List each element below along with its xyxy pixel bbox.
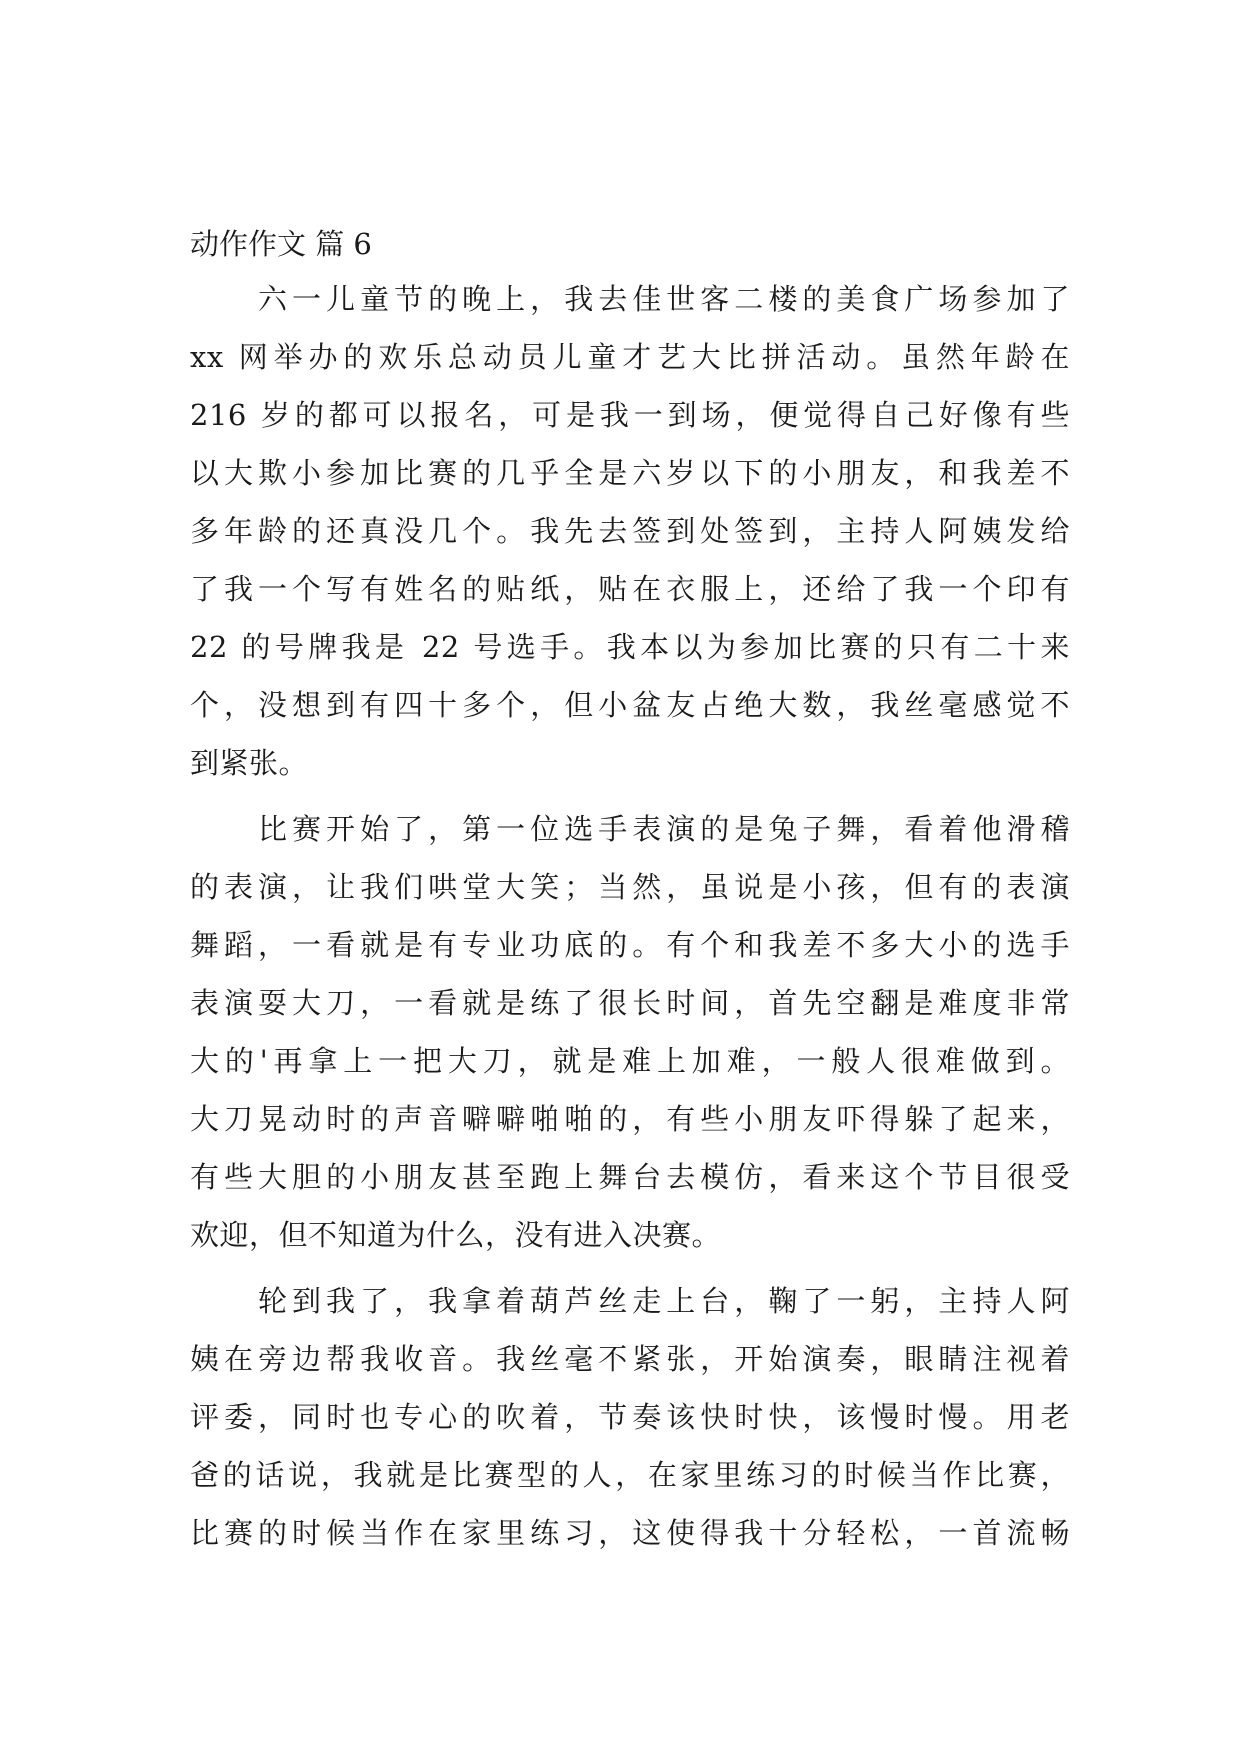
text-line: 爸的话说，我就是比赛型的人，在家里练习的时候当作比赛， bbox=[190, 1458, 1070, 1492]
text-line: 到紧张。 bbox=[190, 746, 309, 780]
paragraph-1 bbox=[190, 270, 1070, 792]
text-line: 的表演，让我们哄堂大笑；当然，虽说是小孩，但有的表演 bbox=[190, 870, 1070, 904]
text-line: 有些大胆的小朋友甚至跑上舞台去模仿，看来这个节目很受 bbox=[190, 1160, 1070, 1194]
text-line: 216 岁的都可以报名，可是我一到场，便觉得自己好像有些 bbox=[190, 398, 1070, 432]
text-line: 欢迎，但不知道为什么，没有进入决赛。 bbox=[190, 1218, 722, 1252]
text-line: 表演耍大刀，一看就是练了很长时间，首先空翻是难度非常 bbox=[190, 986, 1070, 1020]
paragraph-3 bbox=[190, 1272, 1070, 1562]
paragraph-2 bbox=[190, 800, 1070, 1264]
text-line: 大刀晃动时的声音噼噼啪啪的，有些小朋友吓得躲了起来， bbox=[190, 1102, 1070, 1136]
text-line: 评委，同时也专心的吹着，节奏该快时快，该慢时慢。用老 bbox=[190, 1400, 1070, 1434]
text-line: 了我一个写有姓名的贴纸，贴在衣服上，还给了我一个印有 bbox=[190, 572, 1070, 606]
text-line: 多年龄的还真没几个。我先去签到处签到，主持人阿姨发给 bbox=[190, 514, 1070, 548]
text-line: xx 网举办的欢乐总动员儿童才艺大比拼活动。虽然年龄在 bbox=[190, 340, 1070, 374]
text-line: 比赛开始了，第一位选手表演的是兔子舞，看着他滑稽 bbox=[258, 812, 1070, 846]
text-line: 姨在旁边帮我收音。我丝毫不紧张，开始演奏，眼睛注视着 bbox=[190, 1342, 1070, 1376]
text-line: 22 的号牌我是 22 号选手。我本以为参加比赛的只有二十来 bbox=[190, 630, 1070, 664]
paragraph-gap bbox=[190, 792, 1070, 800]
text-line: 比赛的时候当作在家里练习，这使得我十分轻松，一首流畅 bbox=[190, 1516, 1070, 1550]
paragraph-gap bbox=[190, 1264, 1070, 1272]
document-body bbox=[190, 218, 1070, 1562]
essay-title: 动作作文 篇 6 bbox=[190, 227, 372, 261]
text-line: 六一儿童节的晚上，我去佳世客二楼的美食广场参加了 bbox=[258, 282, 1070, 316]
text-line: 以大欺小参加比赛的几乎全是六岁以下的小朋友，和我差不 bbox=[190, 456, 1070, 490]
text-line: 舞蹈，一看就是有专业功底的。有个和我差不多大小的选手 bbox=[190, 928, 1070, 962]
text-line: 大的'再拿上一把大刀，就是难上加难，一般人很难做到。 bbox=[190, 1044, 1070, 1078]
text-line: 个，没想到有四十多个，但小盆友占绝大数，我丝毫感觉不 bbox=[190, 688, 1070, 722]
text-line: 轮到我了，我拿着葫芦丝走上台，鞠了一躬，主持人阿 bbox=[258, 1284, 1070, 1318]
